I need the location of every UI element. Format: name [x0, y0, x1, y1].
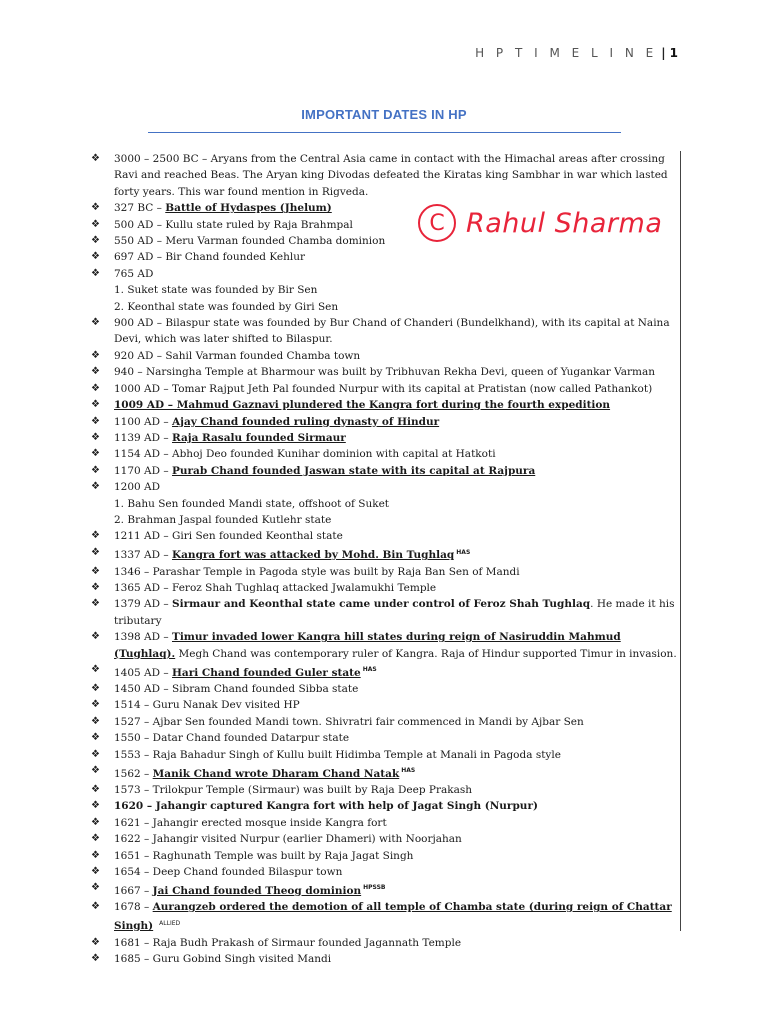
- entry-text: Bilaspur state was founded by Bur Chand of Chanderi (Bundelkhand), with its capital at Naina Devi, which was later shifted to Bilaspur.: [114, 317, 670, 346]
- entry-date: 1337 AD –: [114, 549, 169, 562]
- entry-date: 1681 –: [114, 936, 150, 949]
- subentry-text: 2. Keonthal state was founded by Giri Sen: [114, 300, 339, 313]
- timeline-entry: [88, 249, 678, 265]
- entry-content: [114, 885, 386, 897]
- timeline-entry: [88, 479, 678, 495]
- entry-text: Megh Chand was contemporary ruler of Kangra. Raja of Hindur supported Timur in invasion.: [175, 647, 677, 660]
- entry-content: [114, 350, 360, 362]
- entry-text: Datar Chand founded Datarpur state: [152, 732, 350, 745]
- timeline-subentry: [88, 299, 678, 315]
- entry-date: 1654 –: [114, 865, 150, 878]
- entry-content: [114, 153, 668, 198]
- bullet-icon: ❖: [91, 267, 100, 279]
- header-separator: |: [661, 46, 666, 60]
- entry-highlight: Jai Chand founded Theog dominion: [152, 884, 362, 897]
- entry-date: 1365 AD –: [114, 582, 169, 595]
- timeline-entry: [88, 782, 678, 798]
- entry-date: 3000 – 2500 BC –: [114, 153, 208, 165]
- bullet-icon: ❖: [91, 235, 100, 247]
- bullet-icon: ❖: [91, 936, 100, 948]
- timeline-entry: [88, 528, 678, 544]
- entry-date: 1573 –: [114, 783, 150, 796]
- title-underline: [148, 132, 621, 133]
- entry-date: 697 AD –: [114, 251, 162, 264]
- entry-content: [114, 432, 346, 444]
- timeline-entry: [88, 629, 678, 662]
- entry-date: 765 AD: [114, 267, 154, 280]
- bullet-icon: ❖: [91, 431, 100, 443]
- entry-content: [114, 699, 300, 711]
- exam-tag: HPSSB: [363, 884, 386, 892]
- timeline-entry: [88, 233, 678, 249]
- timeline-entry: [88, 430, 678, 446]
- entry-text: Meru Varman founded Chamba dominion: [165, 235, 386, 248]
- timeline-entry: [88, 364, 678, 380]
- entry-date: 1621 –: [114, 816, 150, 829]
- entry-date: 1170 AD –: [114, 464, 169, 477]
- bullet-icon: ❖: [91, 464, 100, 476]
- entry-date: 550 AD –: [114, 235, 162, 248]
- timeline-entry: [88, 880, 678, 899]
- bullet-icon: ❖: [91, 448, 100, 460]
- entry-date: 1562 –: [114, 767, 150, 780]
- entry-date: 1398 AD –: [114, 631, 169, 644]
- entry-date: 1154 AD –: [114, 448, 169, 461]
- entry-content: [114, 953, 331, 965]
- entry-date: 1346 –: [114, 565, 150, 578]
- timeline-entry: [88, 463, 678, 479]
- page-number: 1: [669, 46, 678, 60]
- bullet-icon: ❖: [91, 699, 100, 711]
- bullet-icon: ❖: [91, 582, 100, 594]
- entry-content: [114, 631, 677, 659]
- entry-date: 1553 –: [114, 748, 150, 761]
- timeline-entry: [88, 681, 678, 697]
- timeline-entry: [88, 815, 678, 831]
- timeline-entry: [88, 747, 678, 763]
- timeline-entry: [88, 714, 678, 730]
- bullet-icon: ❖: [91, 399, 100, 411]
- page-header: [475, 46, 678, 60]
- entry-content: [114, 383, 652, 395]
- timeline-list: [88, 151, 678, 967]
- exam-tag: HAS: [456, 548, 471, 556]
- entry-date: 1685 –: [114, 953, 150, 965]
- timeline-entry: [88, 697, 678, 713]
- entry-content: [114, 448, 496, 460]
- entry-date: 1405 AD –: [114, 666, 169, 679]
- bullet-icon: ❖: [91, 664, 100, 676]
- entry-content: [114, 833, 462, 845]
- bullet-icon: ❖: [91, 816, 100, 828]
- bullet-icon: ❖: [91, 382, 100, 394]
- entry-content: [114, 768, 415, 780]
- entry-content: [114, 549, 470, 561]
- bullet-icon: ❖: [91, 218, 100, 230]
- header-title: H P T I M E L I N E: [475, 46, 658, 60]
- entry-date: 1100 AD –: [114, 415, 169, 428]
- bullet-icon: ❖: [91, 349, 100, 361]
- bullet-icon: ❖: [91, 366, 100, 378]
- entry-date: 1527 –: [114, 715, 150, 728]
- entry-content: [114, 667, 377, 679]
- watermark-signature: Rahul Sharma: [466, 207, 663, 239]
- entry-text: Sahil Varman founded Chamba town: [165, 349, 361, 362]
- entry-text: Trilokpur Temple (Sirmaur) was built by Raja Deep Prakash: [152, 783, 473, 796]
- bullet-icon: ❖: [91, 546, 100, 558]
- entry-content: [114, 582, 436, 594]
- entry-text: Jahangir erected mosque inside Kangra fort: [152, 816, 387, 829]
- entry-highlight: 1009 AD – Mahmud Gaznavi plundered the Kangra fort during the fourth expedition: [114, 399, 611, 412]
- bullet-icon: ❖: [91, 849, 100, 861]
- entry-content: [114, 598, 674, 626]
- entry-text: Bir Chand founded Kehlur: [165, 251, 306, 264]
- entry-content: [114, 399, 610, 411]
- bullet-icon: ❖: [91, 732, 100, 744]
- entry-text: Giri Sen founded Keonthal state: [172, 530, 343, 543]
- entry-bold: 1620 – Jahangir captured Kangra fort with help of Jagat Singh (Nurpur): [114, 800, 538, 813]
- entry-content: [114, 566, 520, 578]
- entry-date: 1651 –: [114, 849, 150, 862]
- entry-date: 920 AD –: [114, 349, 162, 362]
- timeline-entry: [88, 951, 678, 967]
- entry-text: Abhoj Deo founded Kunihar dominion with capital at Hatkoti: [172, 448, 496, 461]
- entry-content: [114, 268, 153, 280]
- bullet-icon: ❖: [91, 631, 100, 643]
- timeline-entry: [88, 899, 678, 934]
- entry-text: Jahangir visited Nurpur (earlier Dhameri) with Noorjahan: [152, 833, 462, 846]
- bullet-icon: ❖: [91, 530, 100, 542]
- entry-content: [114, 716, 584, 728]
- entry-content: [114, 937, 461, 949]
- timeline-entry: [88, 864, 678, 880]
- bullet-icon: ❖: [91, 415, 100, 427]
- entry-content: [114, 235, 385, 247]
- subentry-text: 1. Bahu Sen founded Mandi state, offshoot of Suket: [114, 497, 390, 510]
- entry-content: [114, 416, 439, 428]
- timeline-entry: [88, 545, 678, 564]
- entry-highlight: Raja Rasalu founded Sirmaur: [172, 431, 346, 444]
- entry-text: Guru Gobind Singh visited Mandi: [152, 953, 332, 965]
- entry-text: Sibram Chand founded Sibba state: [172, 683, 359, 695]
- entry-content: [114, 465, 535, 477]
- entry-content: [114, 749, 561, 761]
- timeline-entry: [88, 848, 678, 864]
- entry-highlight: Manik Chand wrote Dharam Chand Natak: [152, 767, 400, 780]
- timeline-entry: [88, 446, 678, 462]
- entry-content: [114, 866, 342, 878]
- timeline-entry: [88, 414, 678, 430]
- timeline-entry: [88, 151, 678, 200]
- timeline-subentry: [88, 512, 678, 528]
- entry-text: Narsingha Temple at Bharmour was built by Tribhuvan Rekha Devi, queen of Yugankar Varman: [145, 366, 656, 379]
- bullet-icon: ❖: [91, 833, 100, 845]
- entry-date: 1211 AD –: [114, 530, 169, 543]
- entry-date: 940 –: [114, 366, 143, 379]
- timeline-entry: [88, 217, 678, 233]
- bullet-icon: ❖: [91, 901, 100, 913]
- bullet-icon: ❖: [91, 481, 100, 493]
- entry-text: Raja Budh Prakash of Sirmaur founded Jagannath Temple: [152, 936, 462, 949]
- entry-content: [114, 784, 472, 796]
- subentry-text: 2. Brahman Jaspal founded Kutlehr state: [114, 513, 332, 526]
- entry-date: 1200 AD: [114, 481, 161, 494]
- bullet-icon: ❖: [91, 683, 100, 694]
- entry-text: Guru Nanak Dev visited HP: [152, 699, 300, 712]
- entry-date: 1550 –: [114, 732, 150, 745]
- entry-content: [114, 901, 672, 932]
- entry-highlight: Hari Chand founded Guler state: [172, 666, 361, 679]
- entry-text: Kullu state ruled by Raja Brahmpal: [165, 218, 353, 231]
- entry-content: [114, 219, 353, 231]
- entry-highlight: Ajay Chand founded ruling dynasty of Hindur: [172, 415, 440, 428]
- entry-content: [114, 317, 670, 345]
- subentry-text: 1. Suket state was founded by Bir Sen: [114, 284, 318, 297]
- entry-highlight: Purab Chand founded Jaswan state with its capital at Rajpura: [172, 464, 536, 477]
- copyright-icon: C: [418, 204, 456, 242]
- entry-content: [114, 251, 305, 263]
- timeline-entry: [88, 730, 678, 746]
- entry-date: 1000 AD –: [114, 382, 169, 395]
- entry-highlight: Battle of Hydaspes (Jhelum): [165, 202, 332, 215]
- entry-content: [114, 800, 538, 812]
- entry-date: 1450 AD –: [114, 683, 169, 695]
- bullet-icon: ❖: [91, 251, 100, 263]
- bullet-icon: ❖: [91, 783, 100, 795]
- bullet-icon: ❖: [91, 800, 100, 812]
- bullet-icon: ❖: [91, 765, 100, 777]
- entry-content: [114, 481, 160, 493]
- timeline-entry: [88, 580, 678, 596]
- entry-bold: Sirmaur and Keonthal state came under control of Feroz Shah Tughlaq: [172, 598, 591, 611]
- entry-highlight: Aurangzeb ordered the demotion of all temple of Chamba state (during reign of Chattar Singh): [114, 901, 672, 933]
- entry-content: [114, 202, 332, 214]
- bullet-icon: ❖: [91, 953, 100, 964]
- exam-tag: HAS: [362, 666, 377, 674]
- entry-text: Aryans from the Central Asia came in contact with the Himachal areas after crossing Ravi and reached Beas. The Aryan king Divodas defeated the Kiratas king Sambhar in war which lasted forty years. This war found mention in Rigveda.: [114, 153, 668, 198]
- timeline-entry: [88, 596, 678, 629]
- entry-date: 1667 –: [114, 884, 150, 897]
- timeline-entry: [88, 798, 678, 814]
- timeline-subentry: [88, 496, 678, 512]
- timeline-entry: [88, 381, 678, 397]
- timeline-entry: [88, 200, 678, 216]
- timeline-entry: [88, 662, 678, 681]
- bullet-icon: ❖: [91, 153, 100, 164]
- entry-text: Raghunath Temple was built by Raja Jagat Singh: [152, 849, 414, 862]
- entry-highlight: Timur invaded lower Kangra hill states during reign of Nasiruddin Mahmud (Tughlaq).: [114, 631, 621, 660]
- entry-text: Ajbar Sen founded Mandi town. Shivratri fair commenced in Mandi by Ajbar Sen: [152, 715, 584, 728]
- entry-date: 1379 AD –: [114, 598, 169, 611]
- bullet-icon: ❖: [91, 748, 100, 760]
- timeline-entry: [88, 763, 678, 782]
- entry-text: Deep Chand founded Bilaspur town: [152, 865, 343, 878]
- timeline-subentry: [88, 282, 678, 298]
- entry-content: [114, 732, 349, 744]
- exam-tag: ALLIED: [159, 919, 181, 927]
- entry-date: 900 AD –: [114, 317, 162, 330]
- timeline-entry: [88, 564, 678, 580]
- entry-text: . He made it his tributary: [114, 598, 675, 627]
- bullet-icon: ❖: [91, 715, 100, 727]
- entry-content: [114, 366, 655, 378]
- entry-content: [114, 817, 387, 829]
- exam-tag: HAS: [401, 767, 416, 775]
- entry-content: [114, 530, 343, 542]
- bullet-icon: ❖: [91, 598, 100, 610]
- timeline-entry: [88, 315, 678, 348]
- bullet-icon: ❖: [91, 882, 100, 894]
- timeline-entry: [88, 266, 678, 282]
- entry-content: [114, 850, 413, 862]
- document-title: IMPORTANT DATES IN HP: [301, 107, 467, 122]
- timeline-entry: [88, 397, 678, 413]
- bullet-icon: ❖: [91, 317, 100, 329]
- entry-date: 1139 AD –: [114, 431, 169, 444]
- timeline-entry: [88, 831, 678, 847]
- bullet-icon: ❖: [91, 202, 100, 214]
- entry-content: [114, 683, 358, 695]
- bullet-icon: ❖: [91, 565, 100, 577]
- timeline-entry: [88, 935, 678, 951]
- entry-highlight: Kangra fort was attacked by Mohd. Bin Tughlaq: [172, 549, 455, 562]
- timeline-entry: [88, 348, 678, 364]
- entry-date: 500 AD –: [114, 218, 162, 231]
- entry-text: Raja Bahadur Singh of Kullu built Hidimba Temple at Manali in Pagoda style: [152, 748, 561, 761]
- entry-date: 1622 –: [114, 833, 150, 846]
- margin-rule: [680, 151, 681, 931]
- entry-date: 1678 –: [114, 901, 150, 914]
- entry-text: Parashar Temple in Pagoda style was built by Raja Ban Sen of Mandi: [152, 565, 520, 578]
- entry-date: 1514 –: [114, 699, 150, 712]
- entry-text: Feroz Shah Tughlaq attacked Jwalamukhi Temple: [172, 582, 437, 595]
- entry-text: Tomar Rajput Jeth Pal founded Nurpur with its capital at Pratistan (now called Pathankot): [172, 382, 653, 395]
- bullet-icon: ❖: [91, 865, 100, 877]
- entry-date: 327 BC –: [114, 202, 162, 215]
